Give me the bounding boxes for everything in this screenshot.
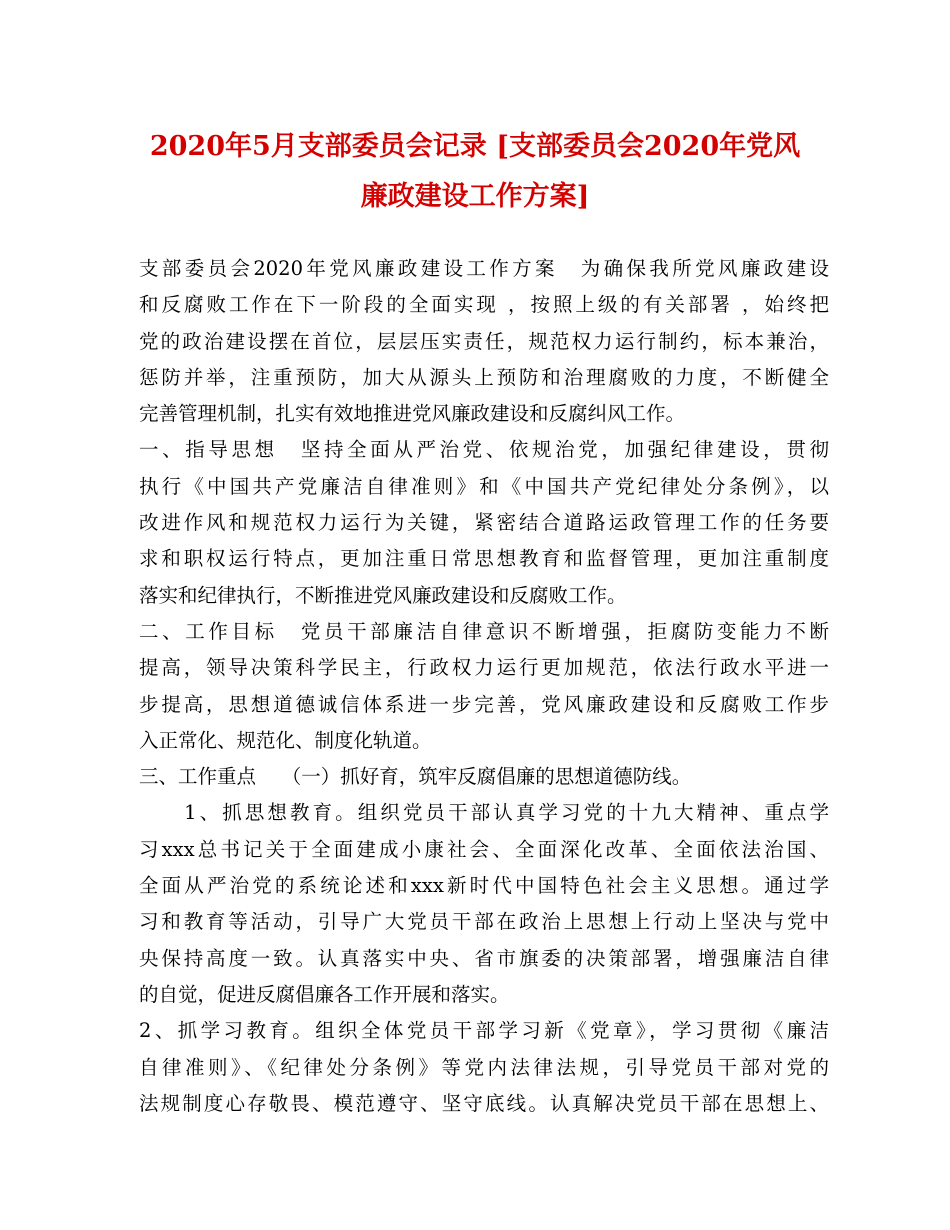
body-line: 1、抓思想教育。组织党员干部认真学习党的十九大精神、重点学 bbox=[139, 801, 829, 825]
document-body bbox=[139, 251, 829, 1122]
body-line: 的自觉，促进反腐倡廉各工作开展和落实。 bbox=[139, 982, 510, 1006]
body-line: 三、工作重点 （一）抓好育，筑牢反腐倡廉的思想道德防线。 bbox=[139, 765, 692, 789]
body-line: 落实和纪律执行，不断推进党风廉政建设和反腐败工作。 bbox=[139, 583, 627, 607]
body-line: 步提高，思想道德诚信体系进一步完善，党风廉政建设和反腐败工作步 bbox=[139, 692, 829, 716]
body-line: 习和教育等活动，引导广大党员干部在政治上思想上行动上坚决与党中 bbox=[139, 910, 829, 934]
body-line: 全面从严治党的系统论述和xxx新时代中国特色社会主义思想。通过学 bbox=[139, 874, 829, 898]
body-line: 和反腐败工作在下一阶段的全面实现 ，按照上级的有关部署 ，始终把 bbox=[139, 293, 829, 317]
body-line: 入正常化、规范化、制度化轨道。 bbox=[139, 728, 432, 752]
body-line: 完善管理机制，扎实有效地推进党风廉政建设和反腐纠风工作。 bbox=[139, 402, 686, 426]
title-line: 2020年5月支部委员会记录 [支部委员会2020年党风 bbox=[149, 131, 801, 162]
body-line: 支部委员会2020年党风廉政建设工作方案 为确保我所党风廉政建设 bbox=[139, 257, 829, 280]
body-line: 一、指导思想 坚持全面从严治党、依规治党，加强纪律建设，贯彻 bbox=[139, 438, 829, 462]
body-line: 法规制度心存敬畏、模范遵守、坚守底线。认真解决党员干部在思想上、 bbox=[139, 1091, 829, 1115]
body-line: 改进作风和规范权力运行为关键，紧密结合道路运政管理工作的任务要 bbox=[139, 511, 829, 535]
body-line: 提高，领导决策科学民主，行政权力运行更加规范，依法行政水平进一 bbox=[139, 656, 829, 680]
body-line: 执行《中国共产党廉洁自律准则》和《中国共产党纪律处分条例》，以 bbox=[139, 474, 829, 498]
body-line: 二、工作目标 党员干部廉洁自律意识不断增强，拒腐防变能力不断 bbox=[139, 619, 829, 643]
body-line: 求和职权运行特点，更加注重日常思想教育和监督管理，更加注重制度 bbox=[139, 547, 829, 571]
title-line: 廉政建设工作方案] bbox=[360, 181, 590, 212]
body-line: 党的政治建设摆在首位，层层压实责任，规范权力运行制约，标本兼治， bbox=[139, 329, 829, 353]
body-line: 习xxx总书记关于全面建成小康社会、全面深化改革、全面依法治国、 bbox=[139, 837, 829, 861]
body-line: 央保持高度一致。认真落实中央、省市旗委的决策部署，增强廉洁自律 bbox=[139, 946, 829, 970]
document-title bbox=[60, 122, 890, 222]
body-line: 惩防并举，注重预防，加大从源头上预防和治理腐败的力度，不断健全 bbox=[139, 365, 829, 389]
body-line: 自律准则》、《纪律处分条例》等党内法律法规，引导党员干部对党的 bbox=[139, 1055, 829, 1079]
body-line: 2、抓学习教育。组织全体党员干部学习新《党章》，学习贯彻《廉洁 bbox=[139, 1019, 829, 1043]
